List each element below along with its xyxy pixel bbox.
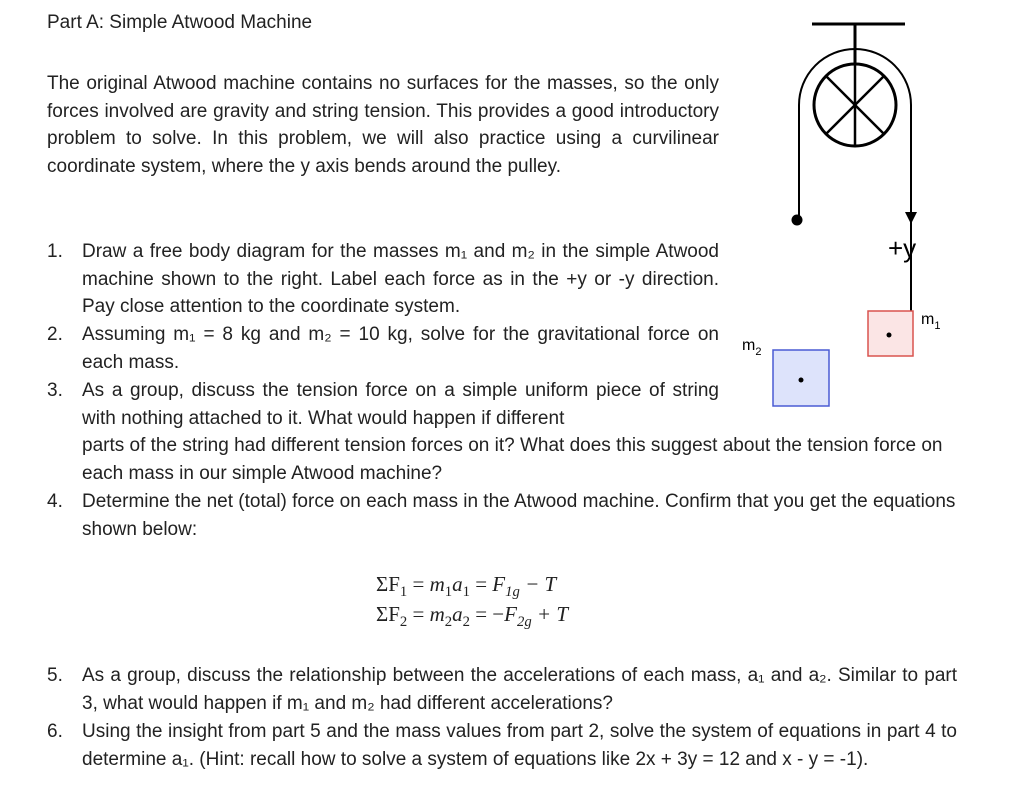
string-end-dot	[792, 215, 803, 226]
item-text: As a group, discuss the relationship between the accelerations of each mass, a₁ and a₂. Similar to part 3, what would happen if m₁ and m₂ had different accelerations?	[82, 665, 957, 714]
y-axis-label: +y	[888, 233, 917, 263]
item-text: Using the insight from part 5 and the mass values from part 2, solve the system of equations in part 4 to determine a₁. (Hint: recall how to solve a system of equations like 2x + 3y = 12 and x - y = -1).	[82, 721, 957, 770]
item-text: Assuming m₁ = 8 kg and m₂ = 10 kg, solve for the gravitational force on each mass.	[82, 324, 719, 373]
item-text: Draw a free body diagram for the masses m₁ and m₂ in the simple Atwood machine shown to the right. Label each force as in the +y or -y direction. Pay close attention to the coordinate system.	[82, 241, 719, 318]
item-number: 4.	[47, 491, 63, 512]
item-text: Determine the net (total) force on each mass in the Atwood machine. Confirm that you get the equations shown below:	[82, 491, 956, 540]
equation-2: $\Sigma F_2 = m_2a_2 = -F_{2g} + T$	[376, 602, 569, 631]
equation-1: $\Sigma F_1 = m_1a_1 = F_{1g} - T$	[376, 572, 557, 601]
intro-paragraph: The original Atwood machine contains no surfaces for the masses, so the only forces involved are gravity and string tension. This provides a good introductory problem to solve. In this problem, we will also practice using a curvilinear coordinate system, where the y axis bends around the pulley.	[47, 73, 719, 177]
item-text-continued: parts of the string had different tension forces on it? What does this suggest about the tension force on each mass in our simple Atwood machine?	[82, 435, 943, 484]
item-number: 2.	[47, 324, 63, 345]
y-axis-arrowhead	[905, 212, 917, 224]
mass-m1-label: $m_1$	[921, 311, 941, 332]
item-number: 3.	[47, 380, 63, 401]
item-text: As a group, discuss the tension force on a simple uniform piece of string with nothing attached to it. What would happen if different	[82, 380, 719, 429]
pulley-wheel	[814, 64, 896, 146]
mass-m2-center-dot	[799, 378, 804, 383]
page-title: Part A: Simple Atwood Machine	[47, 12, 313, 33]
item-number: 5.	[47, 665, 63, 686]
mass-m1-center-dot	[887, 333, 892, 338]
item-number: 6.	[47, 721, 63, 742]
item-number: 1.	[47, 241, 63, 262]
mass-m2-label: $m_2$	[742, 337, 762, 358]
